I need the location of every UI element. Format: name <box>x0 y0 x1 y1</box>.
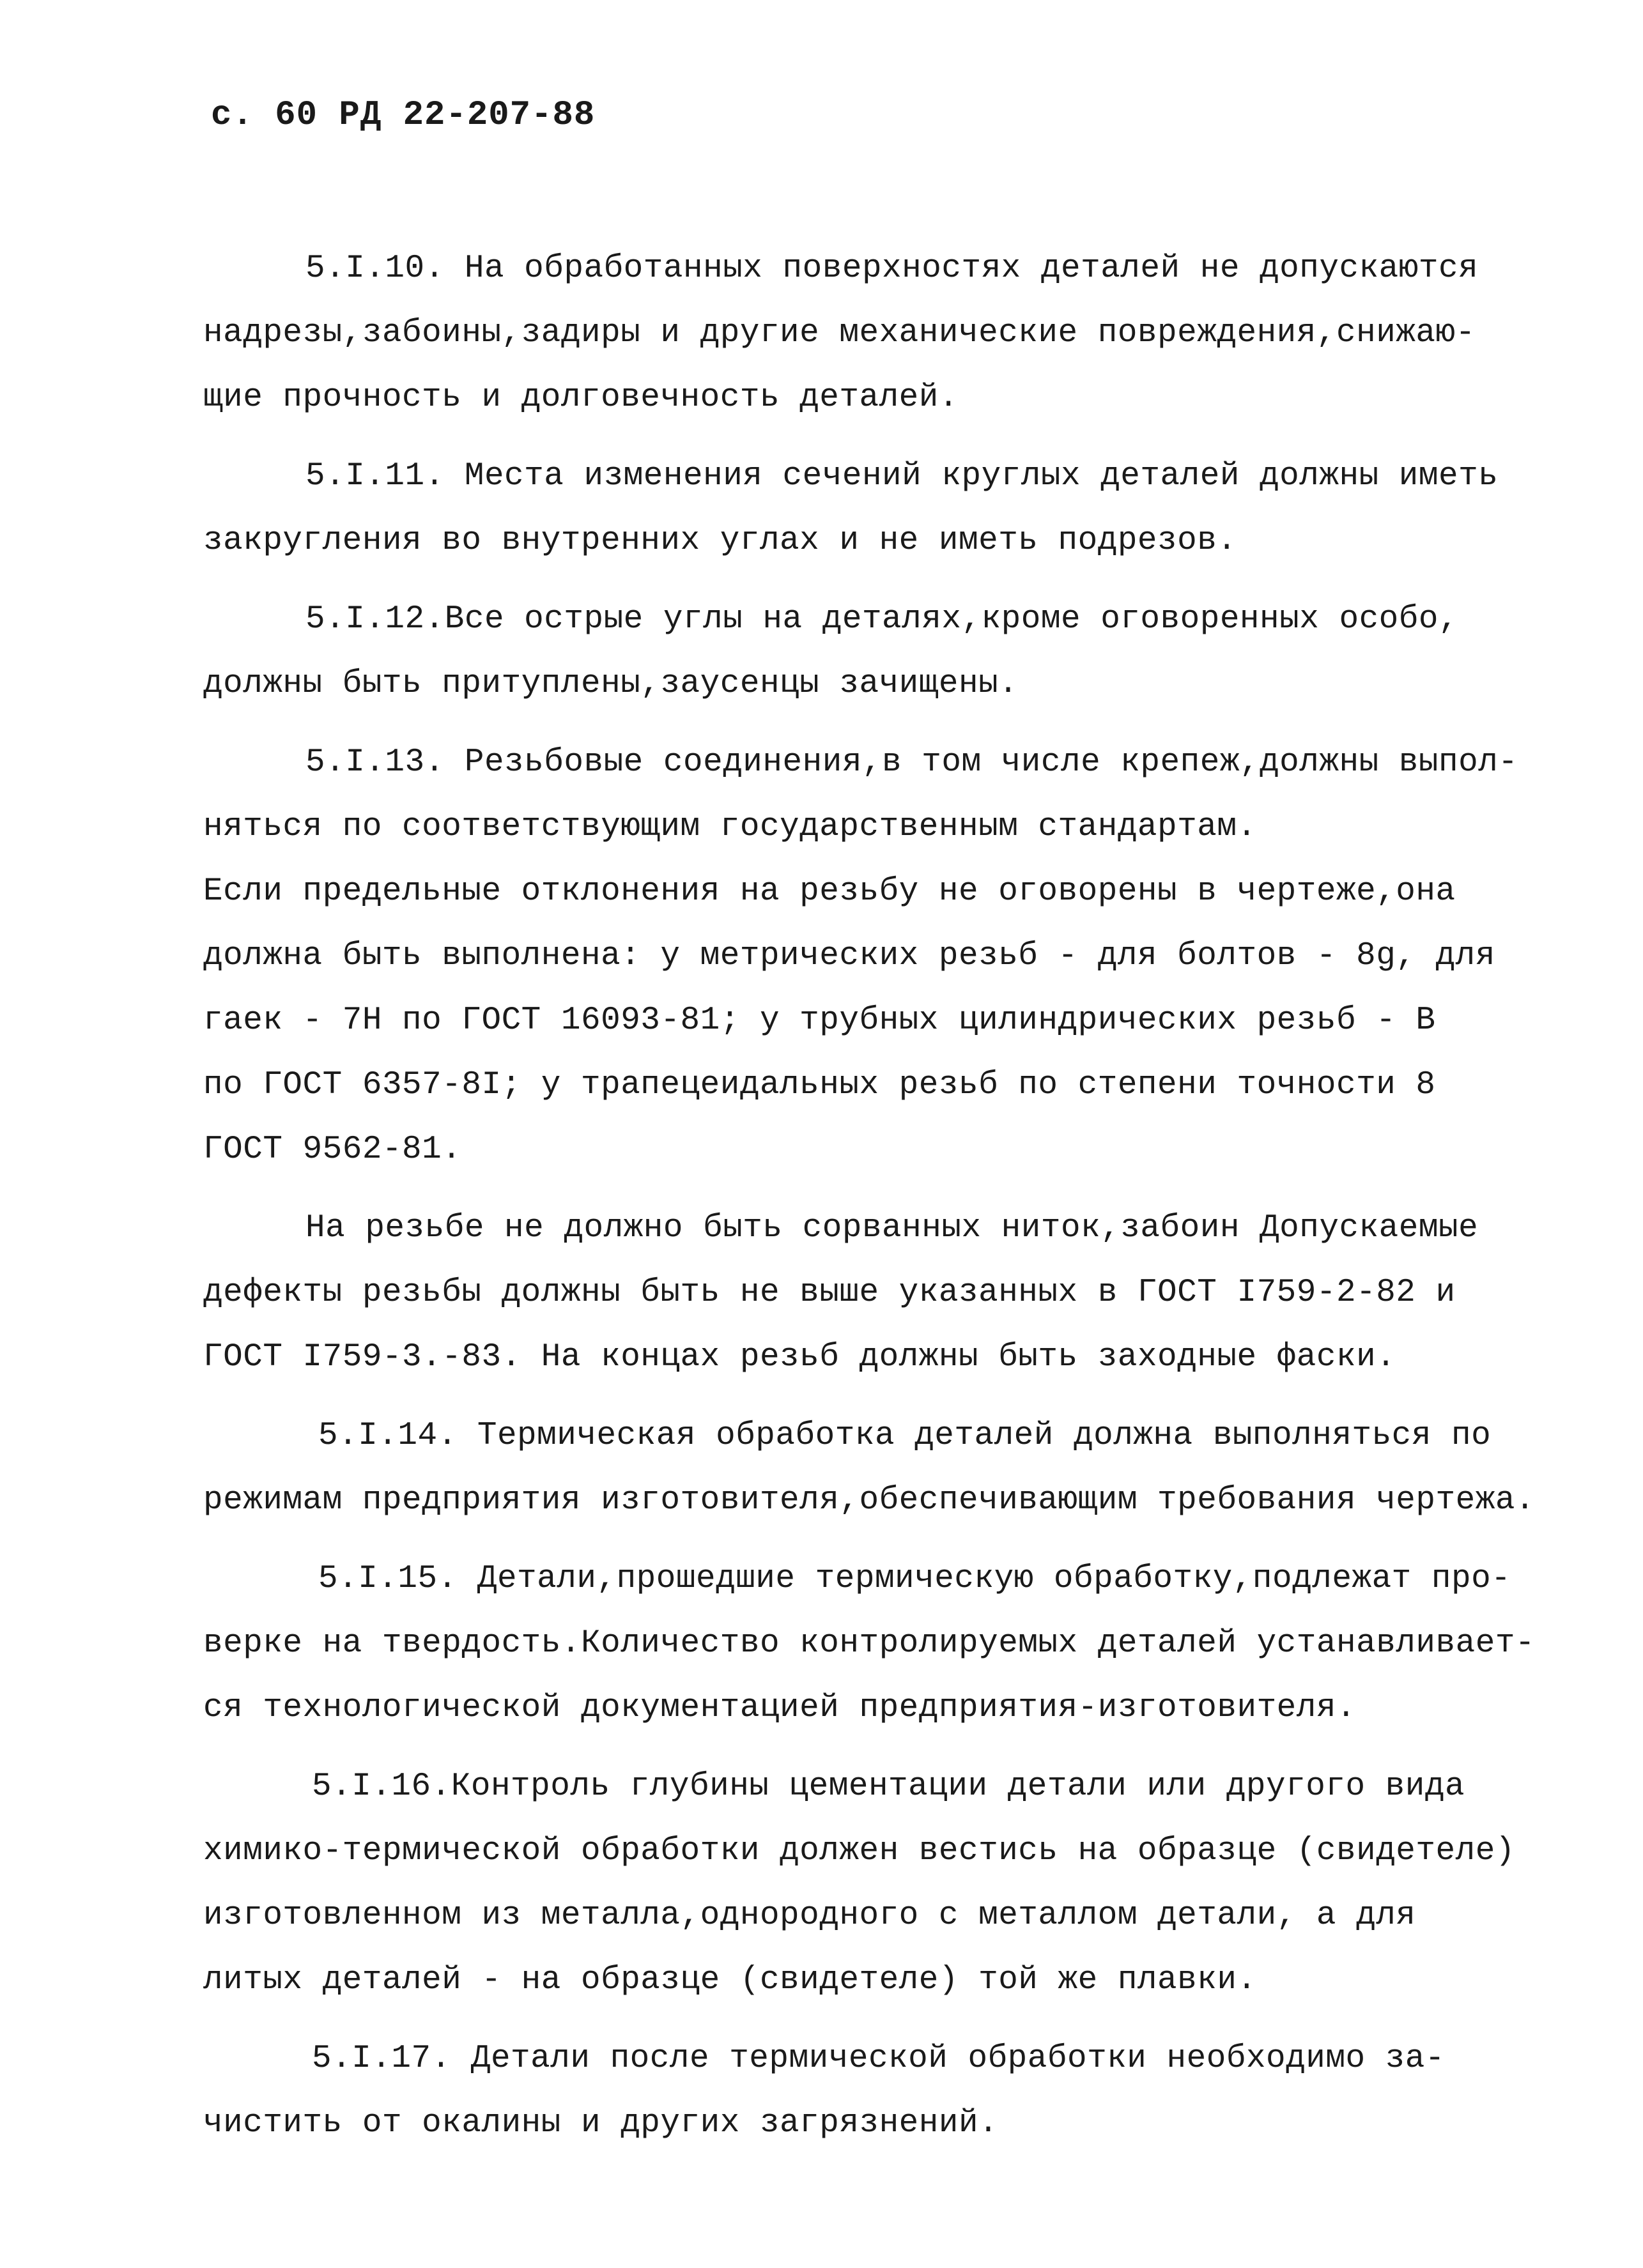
clause-line: изготовленном из металла,однородного с металлом детали, а для <box>203 1897 1416 1934</box>
clause-line: 5.I.10. На обработанных поверхностях деталей не допускаются <box>305 250 1479 287</box>
clause-5-1-15 <box>203 1547 1536 1740</box>
clause-line: надрезы,забоины,задиры и другие механические повреждения,снижаю- <box>203 315 1476 351</box>
clause-line: должны быть притуплены,заусенцы зачищены. <box>203 666 1019 702</box>
clause-line: ГОСТ 9562-81. <box>203 1131 462 1168</box>
clause-line: 5.I.13. Резьбовые соединения,в том числе крепеж,должны выпол- <box>305 744 1518 781</box>
clause-line: верке на твердость.Количество контролируемых деталей устанавливает- <box>203 1625 1536 1662</box>
clause-5-1-13 <box>203 730 1520 1182</box>
clause-5-1-17 <box>203 2027 1520 2156</box>
clause-5-1-12 <box>203 587 1520 716</box>
clause-line: На резьбе не должно быть сорванных ниток,забоин Допускаемые <box>305 1210 1479 1246</box>
clause-line: химико-термической обработки должен вестись на образце (свидетеле) <box>203 1833 1515 1869</box>
clause-line: закругления во внутренних углах и не иметь подрезов. <box>203 523 1237 559</box>
clause-line: литых деталей - на образце (свидетеле) той же плавки. <box>203 1962 1257 1998</box>
clause-5-1-14 <box>203 1404 1536 1533</box>
clause-line: чистить от окалины и других загрязнений. <box>203 2105 999 2142</box>
clause-5-1-11 <box>203 444 1520 573</box>
clause-5-1-10 <box>203 236 1520 430</box>
clause-line: дефекты резьбы должны быть не выше указанных в ГОСТ I759-2-82 и <box>203 1275 1456 1311</box>
clause-line: режимам предприятия изготовителя,обеспечивающим требования чертежа. <box>203 1482 1536 1519</box>
clause-line: гаек - 7H по ГОСТ 16093-81; у трубных цилиндрических резьб - В <box>203 1002 1436 1039</box>
clause-line: 5.I.15. Детали,прошедшие термическую обработку,подлежат про- <box>318 1561 1511 1597</box>
clause-line: 5.I.14. Термическая обработка деталей должна выполняться по <box>318 1418 1492 1454</box>
clause-5-1-16 <box>203 1754 1520 2012</box>
document-body <box>203 236 1536 2170</box>
clause-thread-defects <box>203 1196 1520 1390</box>
clause-line: должна быть выполнена: у метрических резьб - для болтов - 8g, для <box>203 938 1495 974</box>
clause-line: няться по соответствующим государственным стандартам. <box>203 809 1257 845</box>
clause-line: ГОСТ I759-3.-83. На концах резьб должны быть заходные фаски. <box>203 1339 1396 1375</box>
clause-line: ся технологической документацией предприятия-изготовителя. <box>203 1690 1357 1726</box>
clause-line: 5.I.12.Все острые углы на деталях,кроме оговоренных особо, <box>305 601 1459 638</box>
clause-line: 5.I.16.Контроль глубины цементации детали или другого вида <box>312 1768 1465 1805</box>
clause-line: щие прочность и долговечность деталей. <box>203 379 959 416</box>
page-header: с. 60 РД 22-207-88 <box>211 96 596 135</box>
clause-line: Если предельные отклонения на резьбу не оговорены в чертеже,она <box>203 873 1456 910</box>
clause-line: по ГОСТ 6357-8I; у трапецеидальных резьб по степени точности 8 <box>203 1067 1436 1103</box>
clause-line: 5.I.17. Детали после термической обработки необходимо за- <box>312 2041 1445 2077</box>
clause-line: 5.I.11. Места изменения сечений круглых деталей должны иметь <box>305 458 1499 494</box>
